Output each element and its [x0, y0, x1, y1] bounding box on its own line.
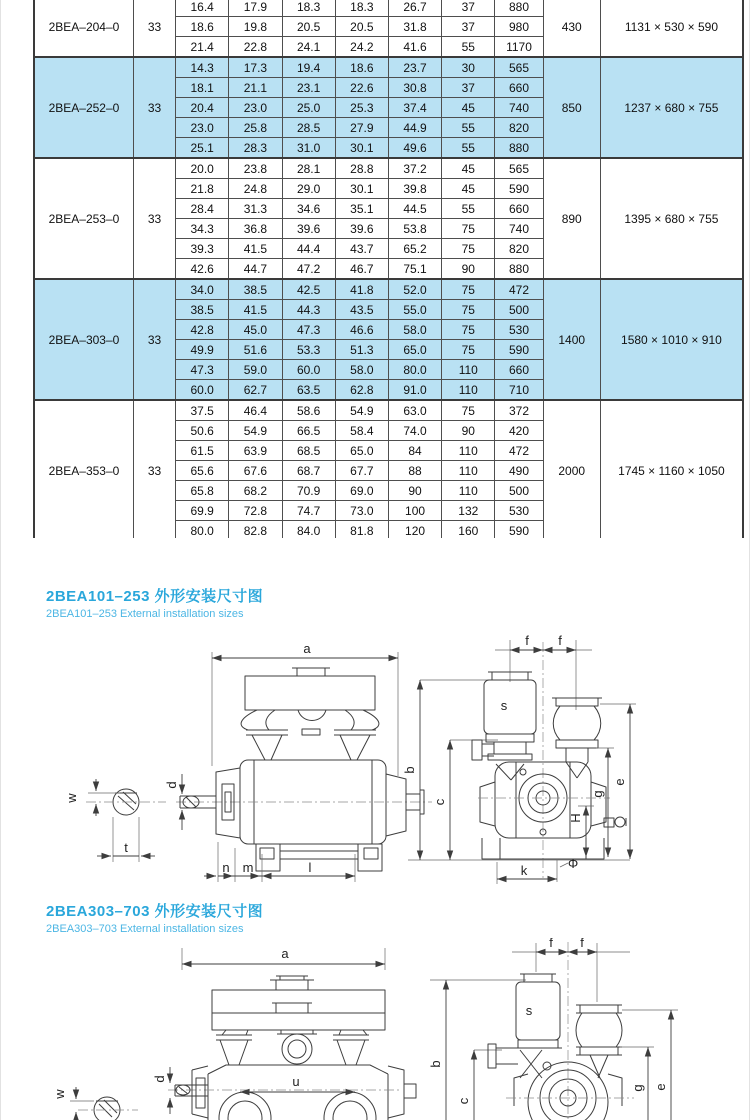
section-title-en: 2BEA101–253 External installation sizes: [46, 608, 244, 620]
dim-label-a: a: [303, 641, 311, 656]
section-title-en: 2BEA303–703 External installation sizes: [46, 923, 244, 935]
data-cell: 41.6: [388, 37, 441, 58]
data-cell: 75: [442, 400, 495, 421]
data-cell: 65.0: [388, 340, 441, 360]
data-cell: 53.3: [282, 340, 335, 360]
data-cell: 55: [442, 118, 495, 138]
data-cell: 24.8: [229, 179, 282, 199]
data-cell: 60.0: [176, 380, 229, 401]
height-dimensions: [428, 980, 526, 1120]
data-cell: 65.2: [388, 239, 441, 259]
data-cell: 565: [495, 57, 543, 78]
data-cell: 80.0: [388, 360, 441, 380]
data-cell: 41.5: [229, 239, 282, 259]
data-cell: 45: [442, 98, 495, 118]
data-cell: 44.9: [388, 118, 441, 138]
data-cell: 38.5: [229, 279, 282, 300]
weight-cell: 430: [543, 0, 600, 57]
data-cell: 47.3: [176, 360, 229, 380]
data-cell: 36.8: [229, 219, 282, 239]
data-cell: 41.8: [335, 279, 388, 300]
data-cell: 75: [442, 239, 495, 259]
dim-label-a: a: [281, 946, 289, 961]
data-cell: 88: [388, 461, 441, 481]
data-cell: 42.5: [282, 279, 335, 300]
data-cell: 565: [495, 158, 543, 179]
data-cell: 110: [442, 380, 495, 401]
data-cell: 26.7: [388, 0, 441, 17]
col2-cell: 33: [133, 0, 175, 57]
data-cell: 18.3: [282, 0, 335, 17]
data-cell: 82.8: [229, 521, 282, 539]
dims-cell: 1580 × 1010 × 910: [600, 279, 743, 400]
weight-cell: 890: [543, 158, 600, 279]
data-cell: 63.9: [229, 441, 282, 461]
data-cell: 500: [495, 300, 543, 320]
data-cell: 34.3: [176, 219, 229, 239]
table-row: [34, 158, 743, 179]
data-cell: 420: [495, 421, 543, 441]
data-cell: 62.8: [335, 380, 388, 401]
weight-cell: 1400: [543, 279, 600, 400]
data-cell: 58.0: [388, 320, 441, 340]
data-cell: 81.8: [335, 521, 388, 539]
dim-label-g: g: [590, 790, 605, 798]
col2-cell: 33: [133, 279, 175, 400]
data-cell: 23.7: [388, 57, 441, 78]
data-cell: 75: [442, 320, 495, 340]
data-cell: 880: [495, 259, 543, 280]
data-cell: 55: [442, 138, 495, 159]
dim-label-w: w: [52, 1089, 67, 1099]
dim-label-e: e: [653, 1083, 668, 1091]
data-cell: 30.1: [335, 179, 388, 199]
data-cell: 21.4: [176, 37, 229, 58]
data-cell: 43.7: [335, 239, 388, 259]
section-heading-1: [46, 585, 263, 620]
col2-cell: 33: [133, 57, 175, 158]
table-row: [34, 0, 743, 17]
data-cell: 49.9: [176, 340, 229, 360]
data-cell: 44.4: [282, 239, 335, 259]
data-cell: 37: [442, 17, 495, 37]
data-cell: 28.8: [335, 158, 388, 179]
data-cell: 52.0: [388, 279, 441, 300]
dims-cell: 1745 × 1160 × 1050: [600, 400, 743, 538]
data-cell: 43.5: [335, 300, 388, 320]
data-cell: 70.9: [282, 481, 335, 501]
data-cell: 91.0: [388, 380, 441, 401]
dim-label-phi: Φ: [567, 856, 579, 871]
model-cell: 2BEA–252–0: [34, 57, 133, 158]
data-cell: 530: [495, 320, 543, 340]
data-cell: 54.9: [335, 400, 388, 421]
data-cell: 58.6: [282, 400, 335, 421]
data-cell: 31.0: [282, 138, 335, 159]
data-cell: 34.6: [282, 199, 335, 219]
data-cell: 110: [442, 481, 495, 501]
data-cell: 28.1: [282, 158, 335, 179]
data-cell: 37: [442, 0, 495, 17]
data-cell: 80.0: [176, 521, 229, 539]
dim-label-n: n: [222, 860, 230, 875]
component-label-s: s: [525, 1003, 533, 1018]
data-cell: 67.6: [229, 461, 282, 481]
data-cell: 46.6: [335, 320, 388, 340]
dim-label-m: m: [242, 860, 254, 875]
data-cell: 67.7: [335, 461, 388, 481]
data-cell: 18.3: [335, 0, 388, 17]
pump-side-view: [164, 641, 432, 882]
data-cell: 61.5: [176, 441, 229, 461]
data-cell: 29.0: [282, 179, 335, 199]
data-cell: 160: [442, 521, 495, 539]
data-cell: 34.0: [176, 279, 229, 300]
model-cell: 2BEA–303–0: [34, 279, 133, 400]
data-cell: 45.0: [229, 320, 282, 340]
dims-cell: 1131 × 530 × 590: [600, 0, 743, 57]
data-cell: 49.6: [388, 138, 441, 159]
data-cell: 39.8: [388, 179, 441, 199]
data-cell: 50.6: [176, 421, 229, 441]
data-cell: 22.8: [229, 37, 282, 58]
data-cell: 28.4: [176, 199, 229, 219]
data-cell: 45: [442, 158, 495, 179]
data-cell: 47.3: [282, 320, 335, 340]
spec-table: [33, 0, 744, 538]
data-cell: 39.6: [335, 219, 388, 239]
data-cell: 980: [495, 17, 543, 37]
dim-label-d: d: [164, 781, 179, 789]
section-title-zh: 2BEA303–703 外形安装尺寸图: [46, 903, 264, 920]
dim-label-f2: f: [558, 633, 562, 648]
data-cell: 132: [442, 501, 495, 521]
data-cell: 37.5: [176, 400, 229, 421]
data-cell: 18.1: [176, 78, 229, 98]
data-cell: 51.3: [335, 340, 388, 360]
data-cell: 25.8: [229, 118, 282, 138]
data-cell: 24.1: [282, 37, 335, 58]
dim-label-w: w: [64, 793, 79, 803]
data-cell: 72.8: [229, 501, 282, 521]
data-cell: 25.1: [176, 138, 229, 159]
table-row: [34, 279, 743, 300]
data-cell: 53.8: [388, 219, 441, 239]
spec-section-4: [34, 279, 743, 400]
data-cell: 44.3: [282, 300, 335, 320]
data-cell: 59.0: [229, 360, 282, 380]
data-cell: 20.5: [282, 17, 335, 37]
data-cell: 28.3: [229, 138, 282, 159]
data-cell: 75: [442, 219, 495, 239]
data-cell: 16.4: [176, 0, 229, 17]
data-cell: 23.8: [229, 158, 282, 179]
data-cell: 740: [495, 219, 543, 239]
data-cell: 74.7: [282, 501, 335, 521]
data-cell: 18.6: [176, 17, 229, 37]
data-cell: 69.9: [176, 501, 229, 521]
dim-label-f2: f: [580, 938, 584, 950]
installation-drawing-303-703: [30, 938, 740, 1120]
data-cell: 110: [442, 360, 495, 380]
data-cell: 84.0: [282, 521, 335, 539]
page-left-edge: [0, 0, 1, 1120]
dim-label-g: g: [630, 1084, 645, 1092]
dim-label-f1: f: [549, 938, 553, 950]
data-cell: 820: [495, 118, 543, 138]
data-cell: 75: [442, 300, 495, 320]
dim-label-u: u: [292, 1074, 300, 1089]
data-cell: 660: [495, 360, 543, 380]
shaft-section-detail: [52, 1087, 138, 1120]
data-cell: 880: [495, 138, 543, 159]
data-cell: 740: [495, 98, 543, 118]
data-cell: 530: [495, 501, 543, 521]
data-cell: 46.7: [335, 259, 388, 280]
data-cell: 20.0: [176, 158, 229, 179]
data-cell: 18.6: [335, 57, 388, 78]
data-cell: 20.4: [176, 98, 229, 118]
col2-cell: 33: [133, 400, 175, 538]
data-cell: 590: [495, 521, 543, 539]
spec-section-1: [34, 0, 743, 57]
table-row: [34, 57, 743, 78]
dim-label-c: c: [456, 1097, 471, 1105]
data-cell: 22.6: [335, 78, 388, 98]
data-cell: 120: [388, 521, 441, 539]
data-cell: 44.7: [229, 259, 282, 280]
data-cell: 100: [388, 501, 441, 521]
pump-end-view: [472, 633, 636, 884]
data-cell: 1170: [495, 37, 543, 58]
data-cell: 27.9: [335, 118, 388, 138]
data-cell: 75: [442, 279, 495, 300]
spec-table-clip: [33, 0, 749, 538]
model-cell: 2BEA–204–0: [34, 0, 133, 57]
data-cell: 58.0: [335, 360, 388, 380]
spec-section-2: [34, 57, 743, 158]
data-cell: 24.2: [335, 37, 388, 58]
data-cell: 37: [442, 78, 495, 98]
shaft-section-detail: [64, 779, 166, 862]
data-cell: 54.9: [229, 421, 282, 441]
dim-label-l: l: [308, 860, 312, 875]
col2-cell: 33: [133, 158, 175, 279]
data-cell: 21.8: [176, 179, 229, 199]
data-cell: 110: [442, 441, 495, 461]
dims-cell: 1395 × 680 × 755: [600, 158, 743, 279]
data-cell: 42.6: [176, 259, 229, 280]
data-cell: 472: [495, 441, 543, 461]
data-cell: 31.8: [388, 17, 441, 37]
data-cell: 84: [388, 441, 441, 461]
pump-end-view: [488, 938, 678, 1120]
data-cell: 590: [495, 340, 543, 360]
data-cell: 25.3: [335, 98, 388, 118]
data-cell: 65.8: [176, 481, 229, 501]
data-cell: 60.0: [282, 360, 335, 380]
data-cell: 63.0: [388, 400, 441, 421]
data-cell: 17.9: [229, 0, 282, 17]
weight-cell: 2000: [543, 400, 600, 538]
data-cell: 63.5: [282, 380, 335, 401]
data-cell: 372: [495, 400, 543, 421]
data-cell: 660: [495, 78, 543, 98]
data-cell: 19.4: [282, 57, 335, 78]
data-cell: 90: [442, 421, 495, 441]
dim-label-t: t: [124, 840, 128, 855]
pump-side-view: [152, 946, 416, 1120]
data-cell: 490: [495, 461, 543, 481]
data-cell: 55: [442, 37, 495, 58]
dim-label-H: H: [568, 813, 583, 823]
data-cell: 45: [442, 179, 495, 199]
data-cell: 55.0: [388, 300, 441, 320]
data-cell: 51.6: [229, 340, 282, 360]
data-cell: 90: [442, 259, 495, 280]
model-cell: 2BEA–253–0: [34, 158, 133, 279]
component-label-s: s: [500, 698, 508, 713]
data-cell: 19.8: [229, 17, 282, 37]
data-cell: 68.7: [282, 461, 335, 481]
data-cell: 880: [495, 0, 543, 17]
data-cell: 65.0: [335, 441, 388, 461]
dim-label-b: b: [428, 1060, 443, 1068]
data-cell: 44.5: [388, 199, 441, 219]
dim-label-c: c: [432, 798, 447, 806]
data-cell: 30.8: [388, 78, 441, 98]
data-cell: 25.0: [282, 98, 335, 118]
dim-label-e: e: [612, 778, 627, 786]
data-cell: 110: [442, 461, 495, 481]
section-heading-2: [46, 900, 263, 935]
data-cell: 37.4: [388, 98, 441, 118]
data-cell: 66.5: [282, 421, 335, 441]
data-cell: 31.3: [229, 199, 282, 219]
data-cell: 58.4: [335, 421, 388, 441]
data-cell: 62.7: [229, 380, 282, 401]
spec-section-3: [34, 158, 743, 279]
data-cell: 39.3: [176, 239, 229, 259]
data-cell: 42.8: [176, 320, 229, 340]
data-cell: 37.2: [388, 158, 441, 179]
data-cell: 74.0: [388, 421, 441, 441]
table-row: [34, 400, 743, 421]
data-cell: 46.4: [229, 400, 282, 421]
data-cell: 21.1: [229, 78, 282, 98]
data-cell: 23.0: [176, 118, 229, 138]
model-cell: 2BEA–353–0: [34, 400, 133, 538]
data-cell: 68.5: [282, 441, 335, 461]
data-cell: 41.5: [229, 300, 282, 320]
data-cell: 500: [495, 481, 543, 501]
data-cell: 90: [388, 481, 441, 501]
data-cell: 68.2: [229, 481, 282, 501]
weight-cell: 850: [543, 57, 600, 158]
data-cell: 35.1: [335, 199, 388, 219]
data-cell: 65.6: [176, 461, 229, 481]
data-cell: 660: [495, 199, 543, 219]
data-cell: 20.5: [335, 17, 388, 37]
data-cell: 28.5: [282, 118, 335, 138]
dim-label-k: k: [520, 863, 528, 878]
data-cell: 23.0: [229, 98, 282, 118]
data-cell: 39.6: [282, 219, 335, 239]
data-cell: 820: [495, 239, 543, 259]
data-cell: 47.2: [282, 259, 335, 280]
data-cell: 14.3: [176, 57, 229, 78]
data-cell: 472: [495, 279, 543, 300]
section-title-zh: 2BEA101–253 外形安装尺寸图: [46, 588, 264, 605]
dim-label-f1: f: [525, 633, 529, 648]
spec-section-5: [34, 400, 743, 538]
dim-label-d: d: [152, 1075, 167, 1083]
data-cell: 17.3: [229, 57, 282, 78]
data-cell: 38.5: [176, 300, 229, 320]
data-cell: 75: [442, 340, 495, 360]
installation-drawing-101-253: [30, 626, 740, 894]
data-cell: 30: [442, 57, 495, 78]
data-cell: 23.1: [282, 78, 335, 98]
dim-label-b: b: [402, 766, 417, 774]
data-cell: 73.0: [335, 501, 388, 521]
data-cell: 30.1: [335, 138, 388, 159]
dims-cell: 1237 × 680 × 755: [600, 57, 743, 158]
data-cell: 75.1: [388, 259, 441, 280]
data-cell: 55: [442, 199, 495, 219]
data-cell: 590: [495, 179, 543, 199]
data-cell: 69.0: [335, 481, 388, 501]
data-cell: 710: [495, 380, 543, 401]
